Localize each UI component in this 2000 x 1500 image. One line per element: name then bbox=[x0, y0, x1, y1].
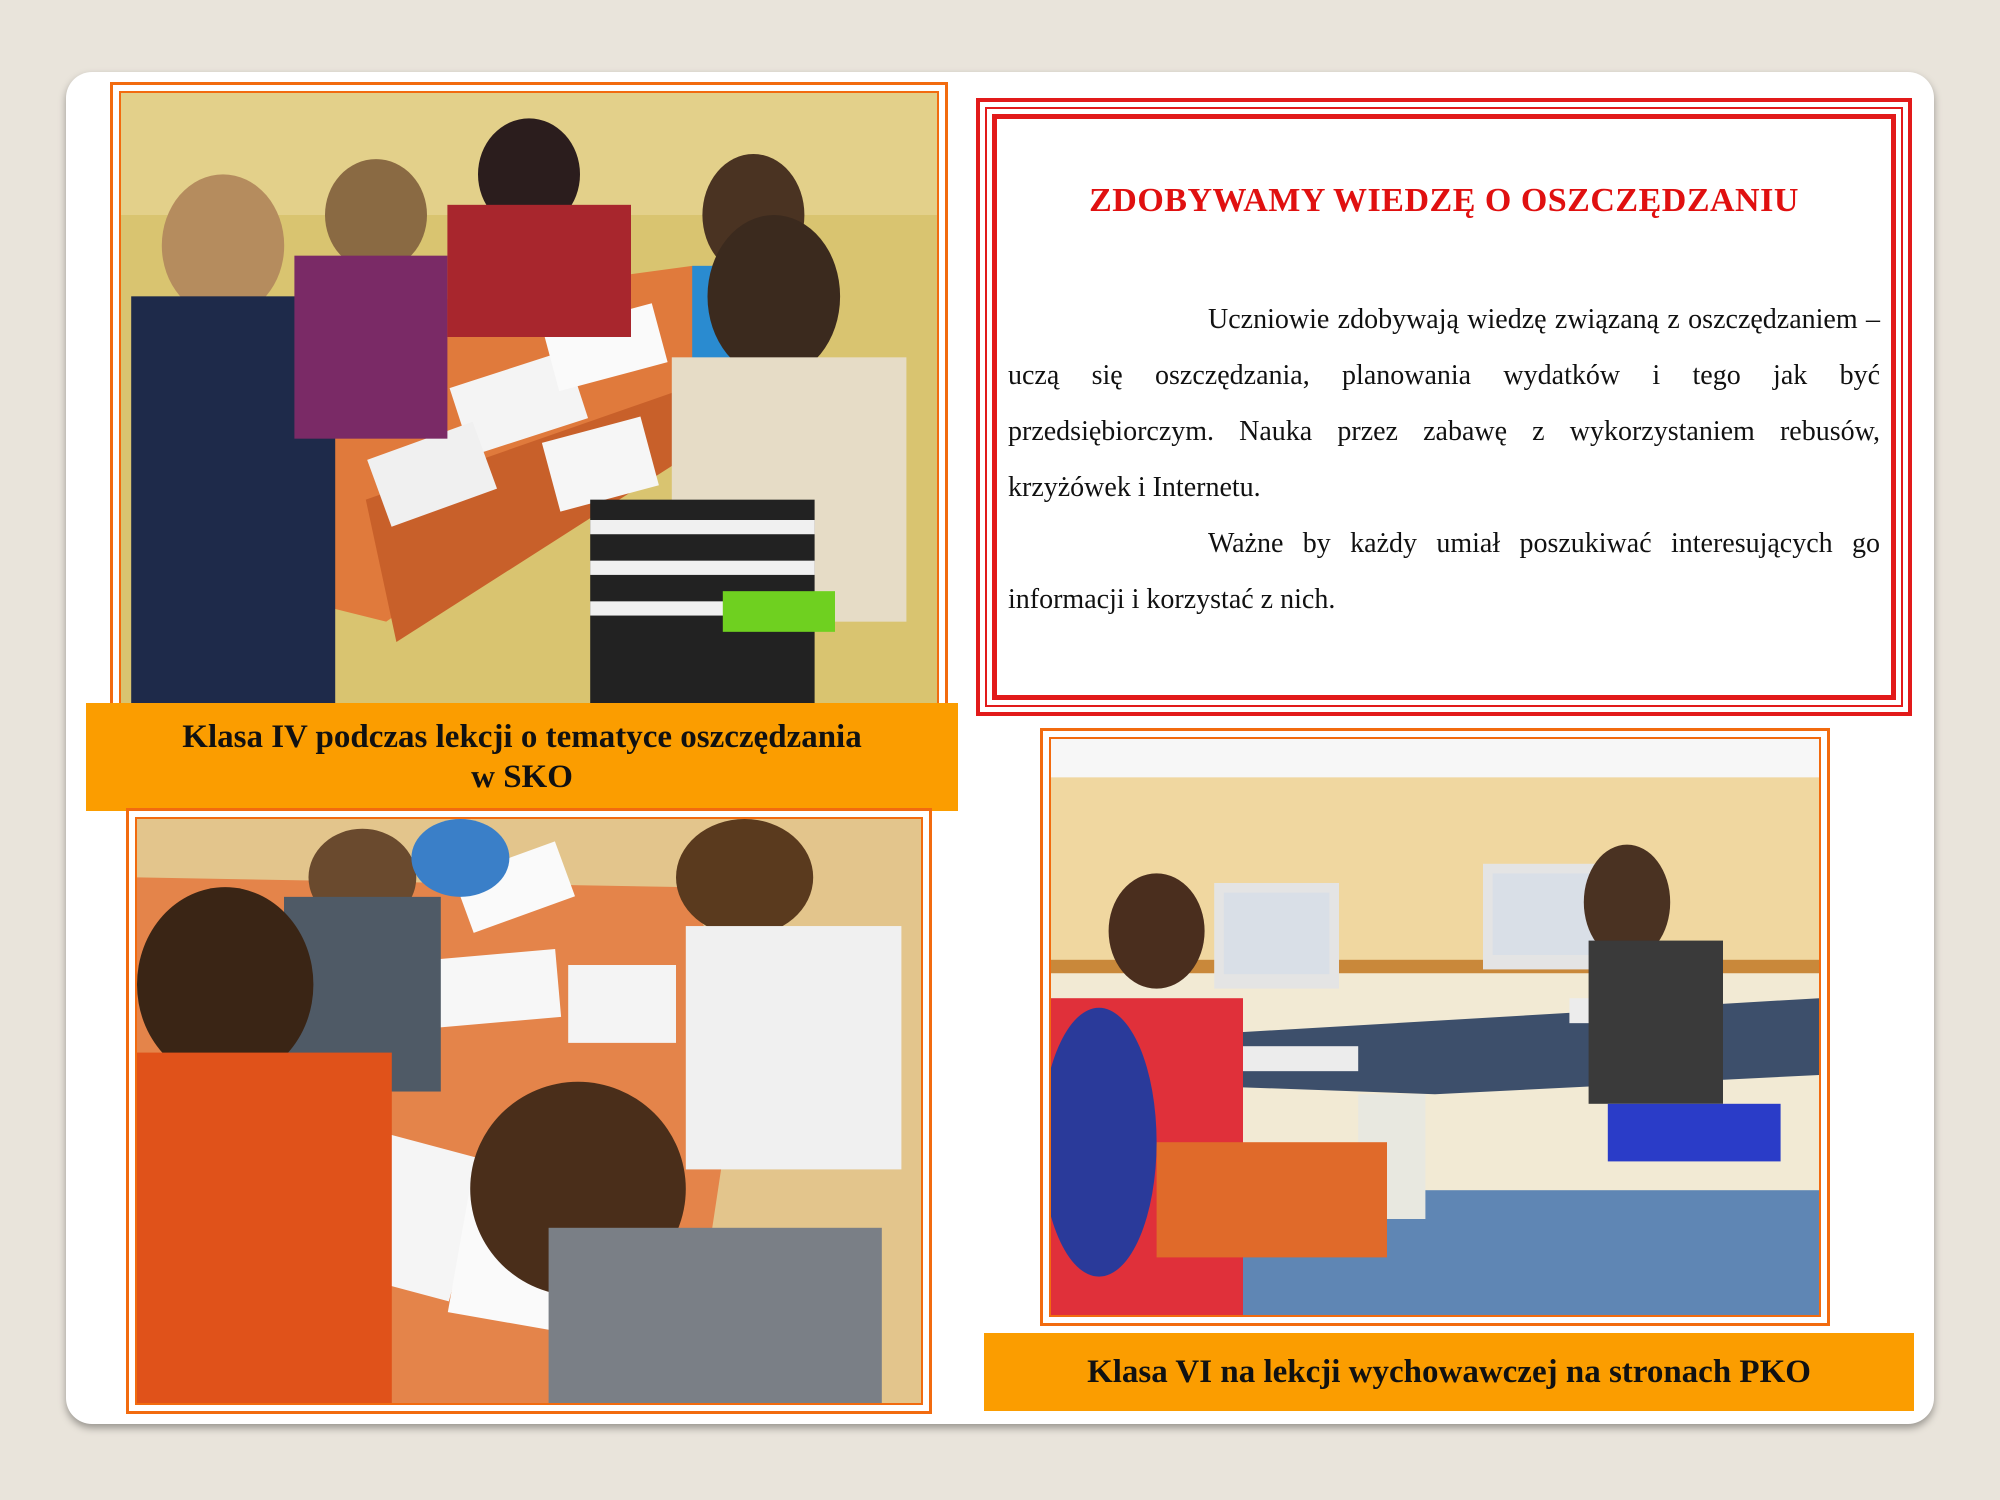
caption-class-vi-text: Klasa VI na lekcji wychowawczej na stronach PKO bbox=[1087, 1354, 1811, 1390]
photo-class-iv-image bbox=[121, 93, 937, 703]
info-text-box bbox=[976, 98, 1912, 716]
photo-boys-reading-image bbox=[137, 819, 921, 1403]
info-paragraph-2: Ważne by każdy umiał poszukiwać interesujących go informacji i korzystać z nich. bbox=[1008, 528, 1880, 615]
caption-class-vi bbox=[984, 1333, 1914, 1411]
photo-computer-lesson bbox=[1040, 728, 1830, 1326]
caption-class-iv-line1: Klasa IV podczas lekcji o tematyce oszczędzania bbox=[182, 719, 862, 755]
photo-boys-reading bbox=[126, 808, 932, 1414]
photo-computer-lesson-image bbox=[1051, 739, 1819, 1315]
info-body bbox=[1008, 292, 1880, 628]
photo-class-iv-lesson bbox=[110, 82, 948, 714]
info-paragraph-1: Uczniowie zdobywają wiedzę związaną z oszczędzaniem – uczą się oszczędzania, planowania wydatków i tego jak być przedsiębiorczym. Nauka przez zabawę z wykorzystaniem rebusów, krzyżówek i Internetu. bbox=[1008, 304, 1880, 503]
info-title: ZDOBYWAMY WIEDZĘ O OSZCZĘDZANIU bbox=[1089, 182, 1799, 219]
caption-class-iv bbox=[86, 703, 958, 811]
caption-class-iv-line2: w SKO bbox=[471, 759, 573, 795]
